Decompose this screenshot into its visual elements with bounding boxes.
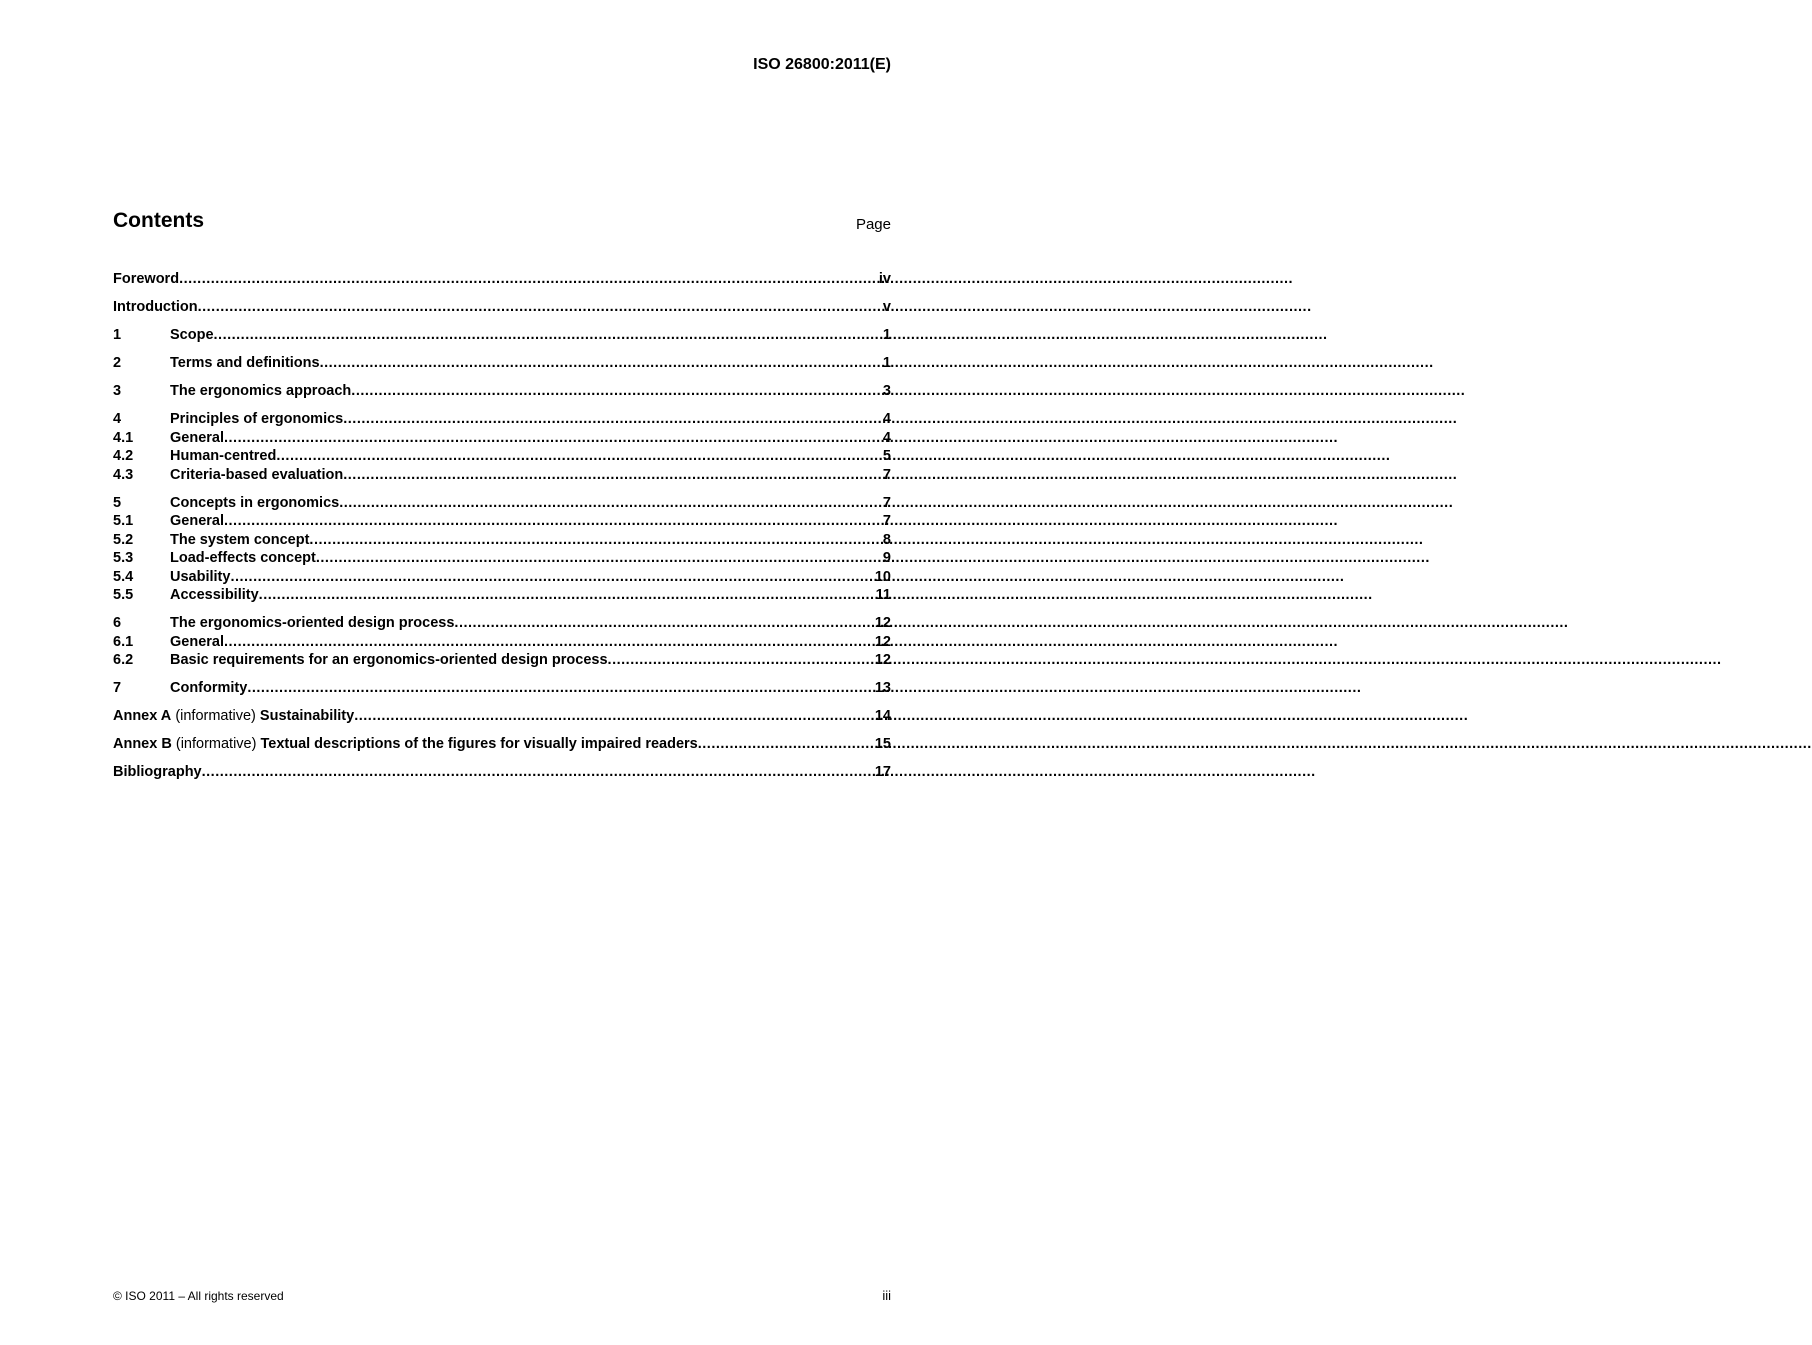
- toc-entry-number: 4.1: [113, 429, 134, 446]
- toc-entry[interactable]: [113, 512, 891, 531]
- toc-leader-dots: [198, 298, 883, 317]
- toc-leader-dots: [259, 586, 876, 605]
- toc-entry[interactable]: [113, 447, 891, 466]
- toc-entry-title: Basic requirements for an ergonomics-oriented design process: [170, 652, 608, 668]
- toc-entry-title: General: [170, 429, 224, 446]
- toc-entry[interactable]: [113, 679, 891, 698]
- toc-entry[interactable]: [113, 651, 891, 670]
- toc-entry-title: Bibliography: [113, 764, 202, 780]
- toc-entry-page: iv: [878, 271, 891, 287]
- toc-entry-page: 3: [882, 383, 891, 399]
- toc-entry-title: Conformity: [170, 680, 248, 696]
- toc-entry[interactable]: [113, 410, 891, 429]
- toc-entry-number: 5.5: [113, 587, 134, 603]
- toc-entry-page: 7: [882, 466, 891, 483]
- toc-leader-dots: [354, 707, 875, 726]
- toc-entry[interactable]: [113, 633, 891, 652]
- toc-annex-heading: [113, 707, 354, 726]
- toc-entry-number: 3: [113, 383, 122, 399]
- toc-leader-dots: [698, 735, 875, 754]
- toc-leader-dots: [316, 549, 883, 568]
- toc-entry-page: 14: [874, 708, 891, 724]
- toc-leader-dots: [608, 651, 875, 670]
- toc-entry-title: Concepts in ergonomics: [170, 494, 340, 511]
- toc-entry-page: 13: [874, 680, 891, 696]
- toc-entry-number: 4.3: [113, 466, 134, 483]
- toc-entry[interactable]: [113, 763, 891, 782]
- toc-entry[interactable]: [113, 494, 891, 513]
- toc-entry-page: 1: [882, 355, 891, 371]
- toc-leader-dots: [343, 410, 883, 429]
- toc-entry-number: 6.2: [113, 652, 134, 668]
- toc-entry[interactable]: [113, 270, 891, 289]
- toc-entry[interactable]: [113, 466, 891, 485]
- toc-entry-number: 5: [113, 494, 122, 511]
- toc-entry-number: 6: [113, 615, 122, 631]
- toc-entry-page: 9: [882, 550, 891, 566]
- toc-leader-dots: [214, 326, 883, 345]
- toc-entry-number: 5.2: [113, 531, 134, 548]
- toc-entry-page: 5: [882, 448, 891, 464]
- toc-entry[interactable]: [113, 531, 891, 550]
- toc-entry-title: The system concept: [170, 531, 310, 548]
- toc-entry-number: 5.4: [113, 568, 134, 585]
- toc-entry[interactable]: [113, 429, 891, 448]
- toc-entry-number: 5.1: [113, 513, 134, 529]
- toc-entry-page: 17: [874, 764, 891, 780]
- toc-entry-page: 7: [882, 513, 891, 529]
- toc-leader-dots: [230, 568, 874, 587]
- page-number: iii: [882, 1288, 891, 1303]
- annex-label: Annex A: [113, 708, 172, 724]
- contents-heading: Contents: [113, 209, 204, 232]
- page-column-label: Page: [855, 216, 891, 233]
- standard-identifier: ISO 26800:2011(E): [753, 56, 891, 73]
- toc-annex-entry[interactable]: [113, 735, 891, 754]
- toc-entry-title: The ergonomics approach: [170, 383, 352, 399]
- toc-entry-title: General: [170, 633, 224, 650]
- toc-entry-title: Introduction: [113, 299, 198, 315]
- toc-entry-title: Usability: [170, 568, 231, 585]
- toc-leader-dots: [224, 633, 875, 652]
- toc-entry[interactable]: [113, 298, 891, 317]
- toc-entry-number: 7: [113, 680, 122, 696]
- toc-entry[interactable]: [113, 568, 891, 587]
- toc-leader-dots: [247, 679, 875, 698]
- toc-annex-heading: [113, 735, 698, 754]
- toc-leader-dots: [276, 447, 883, 466]
- toc-entry-number: 1: [113, 327, 122, 343]
- toc-entry[interactable]: [113, 382, 891, 401]
- toc-entry-title: Scope: [170, 327, 214, 343]
- annex-title: Sustainability: [259, 708, 355, 724]
- annex-title: Textual descriptions of the figures for visually impaired readers: [260, 736, 698, 752]
- toc-entry-page: 12: [874, 615, 891, 631]
- toc-entry-page: 1: [882, 327, 891, 343]
- toc-entry[interactable]: [113, 549, 891, 568]
- toc-entry-title: Foreword: [113, 271, 180, 287]
- toc-entry-title: Criteria-based evaluation: [170, 466, 344, 483]
- toc-entry-title: Accessibility: [170, 587, 259, 603]
- toc-entry-number: 5.3: [113, 550, 134, 566]
- toc-leader-dots: [309, 531, 883, 550]
- toc-entry-page: 11: [875, 587, 891, 603]
- toc-entry[interactable]: [113, 354, 891, 373]
- toc-entry-title: Principles of ergonomics: [170, 411, 344, 427]
- toc-entry-number: 6.1: [113, 633, 134, 650]
- toc-leader-dots: [224, 512, 883, 531]
- toc-leader-dots: [351, 382, 883, 401]
- toc-entry-title: Human-centred: [170, 448, 277, 464]
- toc-entry[interactable]: [113, 586, 891, 605]
- toc-entry-title: The ergonomics-oriented design process: [170, 615, 455, 631]
- table-of-contents: [113, 270, 891, 782]
- toc-entry-page: 10: [874, 568, 891, 585]
- toc-entry-title: Terms and definitions: [170, 355, 320, 371]
- toc-leader-dots: [320, 354, 883, 373]
- toc-entry-page: 4: [882, 429, 891, 446]
- toc-entry-page: 12: [874, 652, 891, 668]
- toc-leader-dots: [224, 429, 883, 448]
- toc-entry-page: 15: [874, 736, 891, 752]
- annex-type: (informative): [175, 708, 260, 724]
- toc-annex-entry[interactable]: [113, 707, 891, 726]
- toc-entry-title: Load-effects concept: [170, 550, 316, 566]
- toc-entry[interactable]: [113, 614, 891, 633]
- annex-label: Annex B: [113, 736, 172, 752]
- toc-entry-number: 2: [113, 355, 122, 371]
- toc-entry-title: General: [170, 513, 224, 529]
- toc-entry-page: 8: [882, 531, 891, 548]
- toc-leader-dots: [179, 270, 879, 289]
- toc-entry-page: 12: [874, 633, 891, 650]
- toc-entry-number: 4.2: [113, 448, 134, 464]
- toc-leader-dots: [202, 763, 875, 782]
- toc-entry-page: 4: [882, 411, 891, 427]
- toc-leader-dots: [339, 494, 883, 513]
- toc-entry-page: v: [882, 299, 891, 315]
- toc-entry-page: 7: [882, 494, 891, 511]
- toc-entry-number: 4: [113, 411, 122, 427]
- toc-leader-dots: [343, 466, 883, 485]
- toc-leader-dots: [454, 614, 874, 633]
- toc-entry[interactable]: [113, 326, 891, 345]
- copyright-notice: © ISO 2011 – All rights reserved: [113, 1289, 284, 1303]
- annex-type: (informative): [175, 736, 261, 752]
